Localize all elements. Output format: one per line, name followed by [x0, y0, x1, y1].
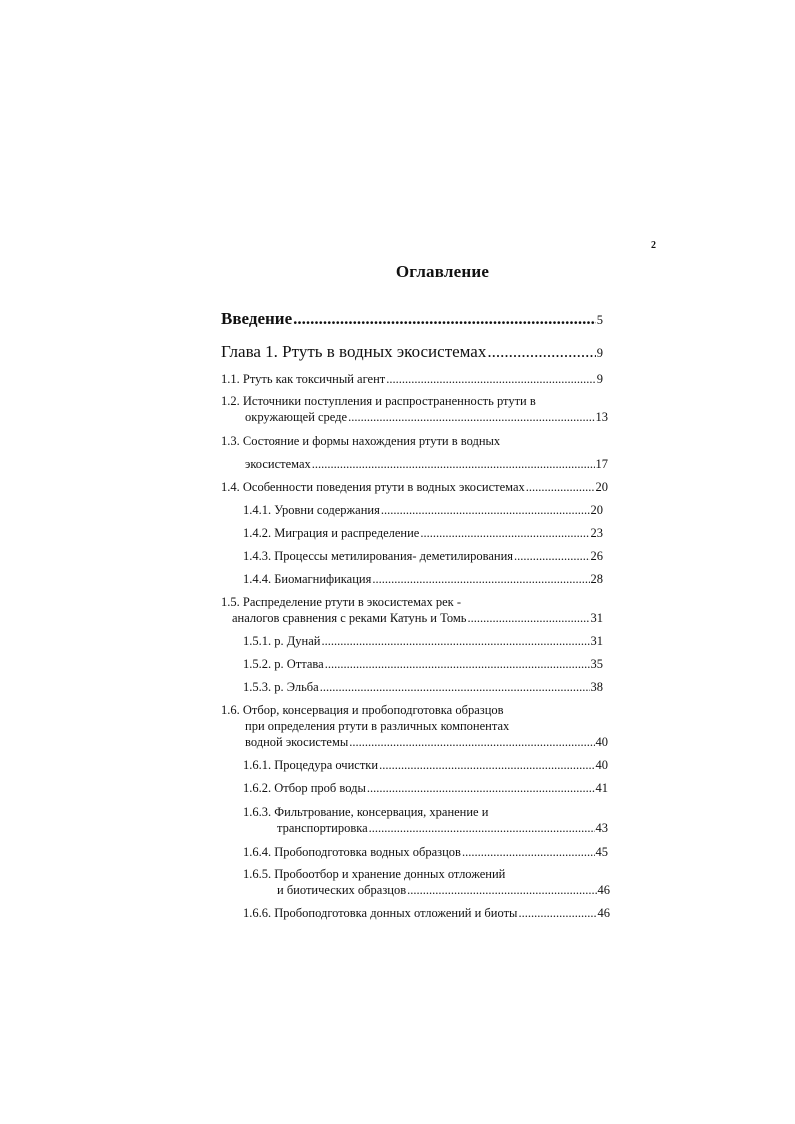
- toc-entry-page: 5: [596, 313, 603, 327]
- toc-entry-page: 9: [596, 346, 603, 360]
- toc-title: Оглавление: [395, 262, 490, 281]
- toc-entry-label: экосистемах: [245, 457, 311, 471]
- toc-entry-1-4-2[interactable]: [243, 525, 603, 541]
- toc-leader-dots: [420, 525, 589, 541]
- toc-entry-1-6[interactable]: [221, 702, 608, 750]
- toc-entry-page: 28: [590, 572, 603, 586]
- toc-entry-label: и биотических образцов: [277, 883, 407, 897]
- toc-entry-1-1[interactable]: [221, 371, 603, 387]
- toc-entry-label: 1.5.3. р. Эльба: [243, 680, 319, 694]
- toc-entry-1-6-5[interactable]: [243, 866, 610, 898]
- toc-entry-1-5-2[interactable]: [243, 656, 603, 672]
- toc-entry-page: 17: [595, 457, 608, 471]
- toc-entry-page: 26: [590, 549, 603, 563]
- toc-entry-page: 40: [595, 758, 608, 772]
- toc-entry-page: 20: [595, 480, 608, 494]
- toc-entry-page: 43: [595, 821, 608, 835]
- toc-entry-label-line-1: 1.6.3. Фильтрование, консервация, хранение и: [243, 805, 489, 819]
- toc-entry-page: 23: [590, 526, 603, 540]
- toc-entry-1-2[interactable]: [221, 393, 608, 425]
- toc-leader-dots: [518, 905, 596, 921]
- toc-entry-label: 1.4.2. Миграция и распределение: [243, 526, 420, 540]
- toc-leader-dots: [349, 734, 594, 750]
- toc-leader-dots: [372, 571, 589, 587]
- toc-entry-label-line-1: 1.6. Отбор, консервация и пробоподготовка образцов: [221, 703, 504, 717]
- toc-entry-1-6-4[interactable]: [243, 844, 608, 860]
- toc-entry-label-line-1: 1.3. Состояние и формы нахождения ртути в водных: [221, 434, 501, 448]
- toc-entry-label: Введение: [221, 309, 293, 328]
- toc-leader-dots: [462, 844, 595, 860]
- toc-entry-page: 13: [595, 410, 608, 424]
- toc-leader-dots: [293, 309, 596, 329]
- toc-leader-dots: [321, 633, 589, 649]
- page-number: 2: [651, 240, 656, 251]
- toc-leader-dots: [526, 479, 595, 495]
- toc-leader-dots: [369, 820, 595, 836]
- toc-leader-dots: [379, 757, 594, 773]
- toc-entry-page: 41: [595, 781, 608, 795]
- toc-entry-1-6-2[interactable]: [243, 780, 608, 796]
- toc-entry-1-4-1[interactable]: [243, 502, 603, 518]
- toc-entry-1-5-1[interactable]: [243, 633, 603, 649]
- toc-entry-label: транспортировка: [277, 821, 368, 835]
- toc-entry-label: 1.4.1. Уровни содержания: [243, 503, 380, 517]
- toc-entry-page: 45: [595, 845, 608, 859]
- toc-entry-label-line-2: при определения ртути в различных компонентах: [245, 719, 510, 733]
- toc-leader-dots: [320, 679, 590, 695]
- toc-entry-1-4-4[interactable]: [243, 571, 603, 587]
- toc-leader-dots: [386, 371, 596, 387]
- toc-entry-1-4-3[interactable]: [243, 548, 603, 564]
- toc-leader-dots: [367, 780, 595, 796]
- toc-entry-page: 46: [597, 883, 610, 897]
- toc-entry-page: 38: [590, 680, 603, 694]
- toc-leader-dots: [467, 610, 589, 626]
- toc-leader-dots: [325, 656, 590, 672]
- toc-entry-page: 46: [597, 906, 610, 920]
- toc-entry-label: 1.6.1. Процедура очистки: [243, 758, 379, 772]
- toc-entry-page: 9: [596, 372, 603, 386]
- toc-entry-page: 31: [590, 634, 603, 648]
- toc-leader-dots: [381, 502, 590, 518]
- toc-entry-1-6-3[interactable]: [243, 804, 608, 836]
- toc-entry-label: аналогов сравнения с реками Катунь и Томь: [232, 611, 467, 625]
- toc-entry-chapter-1[interactable]: [221, 342, 603, 363]
- toc-leader-dots: [487, 342, 595, 362]
- toc-entry-page: 35: [590, 657, 603, 671]
- toc-entry-label: 1.4.3. Процессы метилирования- деметилирования: [243, 549, 514, 563]
- toc-entry-label-line-1: 1.5. Распределение ртути в экосистемах рек -: [221, 595, 461, 609]
- toc-entry-label: 1.4. Особенности поведения ртути в водных экосистемах: [221, 480, 525, 494]
- toc-entry-label: водной экосистемы: [245, 735, 349, 749]
- toc-entry-1-5[interactable]: [221, 594, 603, 626]
- toc-leader-dots: [407, 882, 596, 898]
- toc-entry-1-4[interactable]: [221, 479, 608, 495]
- toc-entry-label: Глава 1. Ртуть в водных экосистемах: [221, 342, 487, 361]
- toc-entry-label: 1.6.6. Пробоподготовка донных отложений и биоты: [243, 906, 518, 920]
- toc-entry-label: 1.6.2. Отбор проб воды: [243, 781, 366, 795]
- toc-entry-1-6-1[interactable]: [243, 757, 608, 773]
- toc-entry-label: 1.1. Ртуть как токсичный агент: [221, 372, 386, 386]
- toc-entry-1-3[interactable]: [221, 433, 608, 472]
- toc-entry-label: 1.4.4. Биомагнификация: [243, 572, 372, 586]
- toc-entry-label: 1.6.4. Пробоподготовка водных образцов: [243, 845, 461, 859]
- toc-entry-label-line-1: 1.2. Источники поступления и распространенность ртути в: [221, 394, 536, 408]
- toc-entry-label: 1.5.1. р. Дунай: [243, 634, 321, 648]
- toc-entry-page: 20: [590, 503, 603, 517]
- toc-entry-label: окружающей среде: [245, 410, 348, 424]
- toc-leader-dots: [514, 548, 589, 564]
- toc-leader-dots: [348, 409, 594, 425]
- toc-entry-1-5-3[interactable]: [243, 679, 603, 695]
- toc-entry-page: 40: [595, 735, 608, 749]
- toc-leader-dots: [312, 456, 595, 472]
- toc-entry-introduction[interactable]: [221, 309, 603, 330]
- toc-entry-label-line-1: 1.6.5. Пробоотбор и хранение донных отложений: [243, 867, 506, 881]
- toc-entry-label: 1.5.2. р. Оттава: [243, 657, 324, 671]
- toc-entry-page: 31: [590, 611, 603, 625]
- toc-entry-1-6-6[interactable]: [243, 905, 610, 921]
